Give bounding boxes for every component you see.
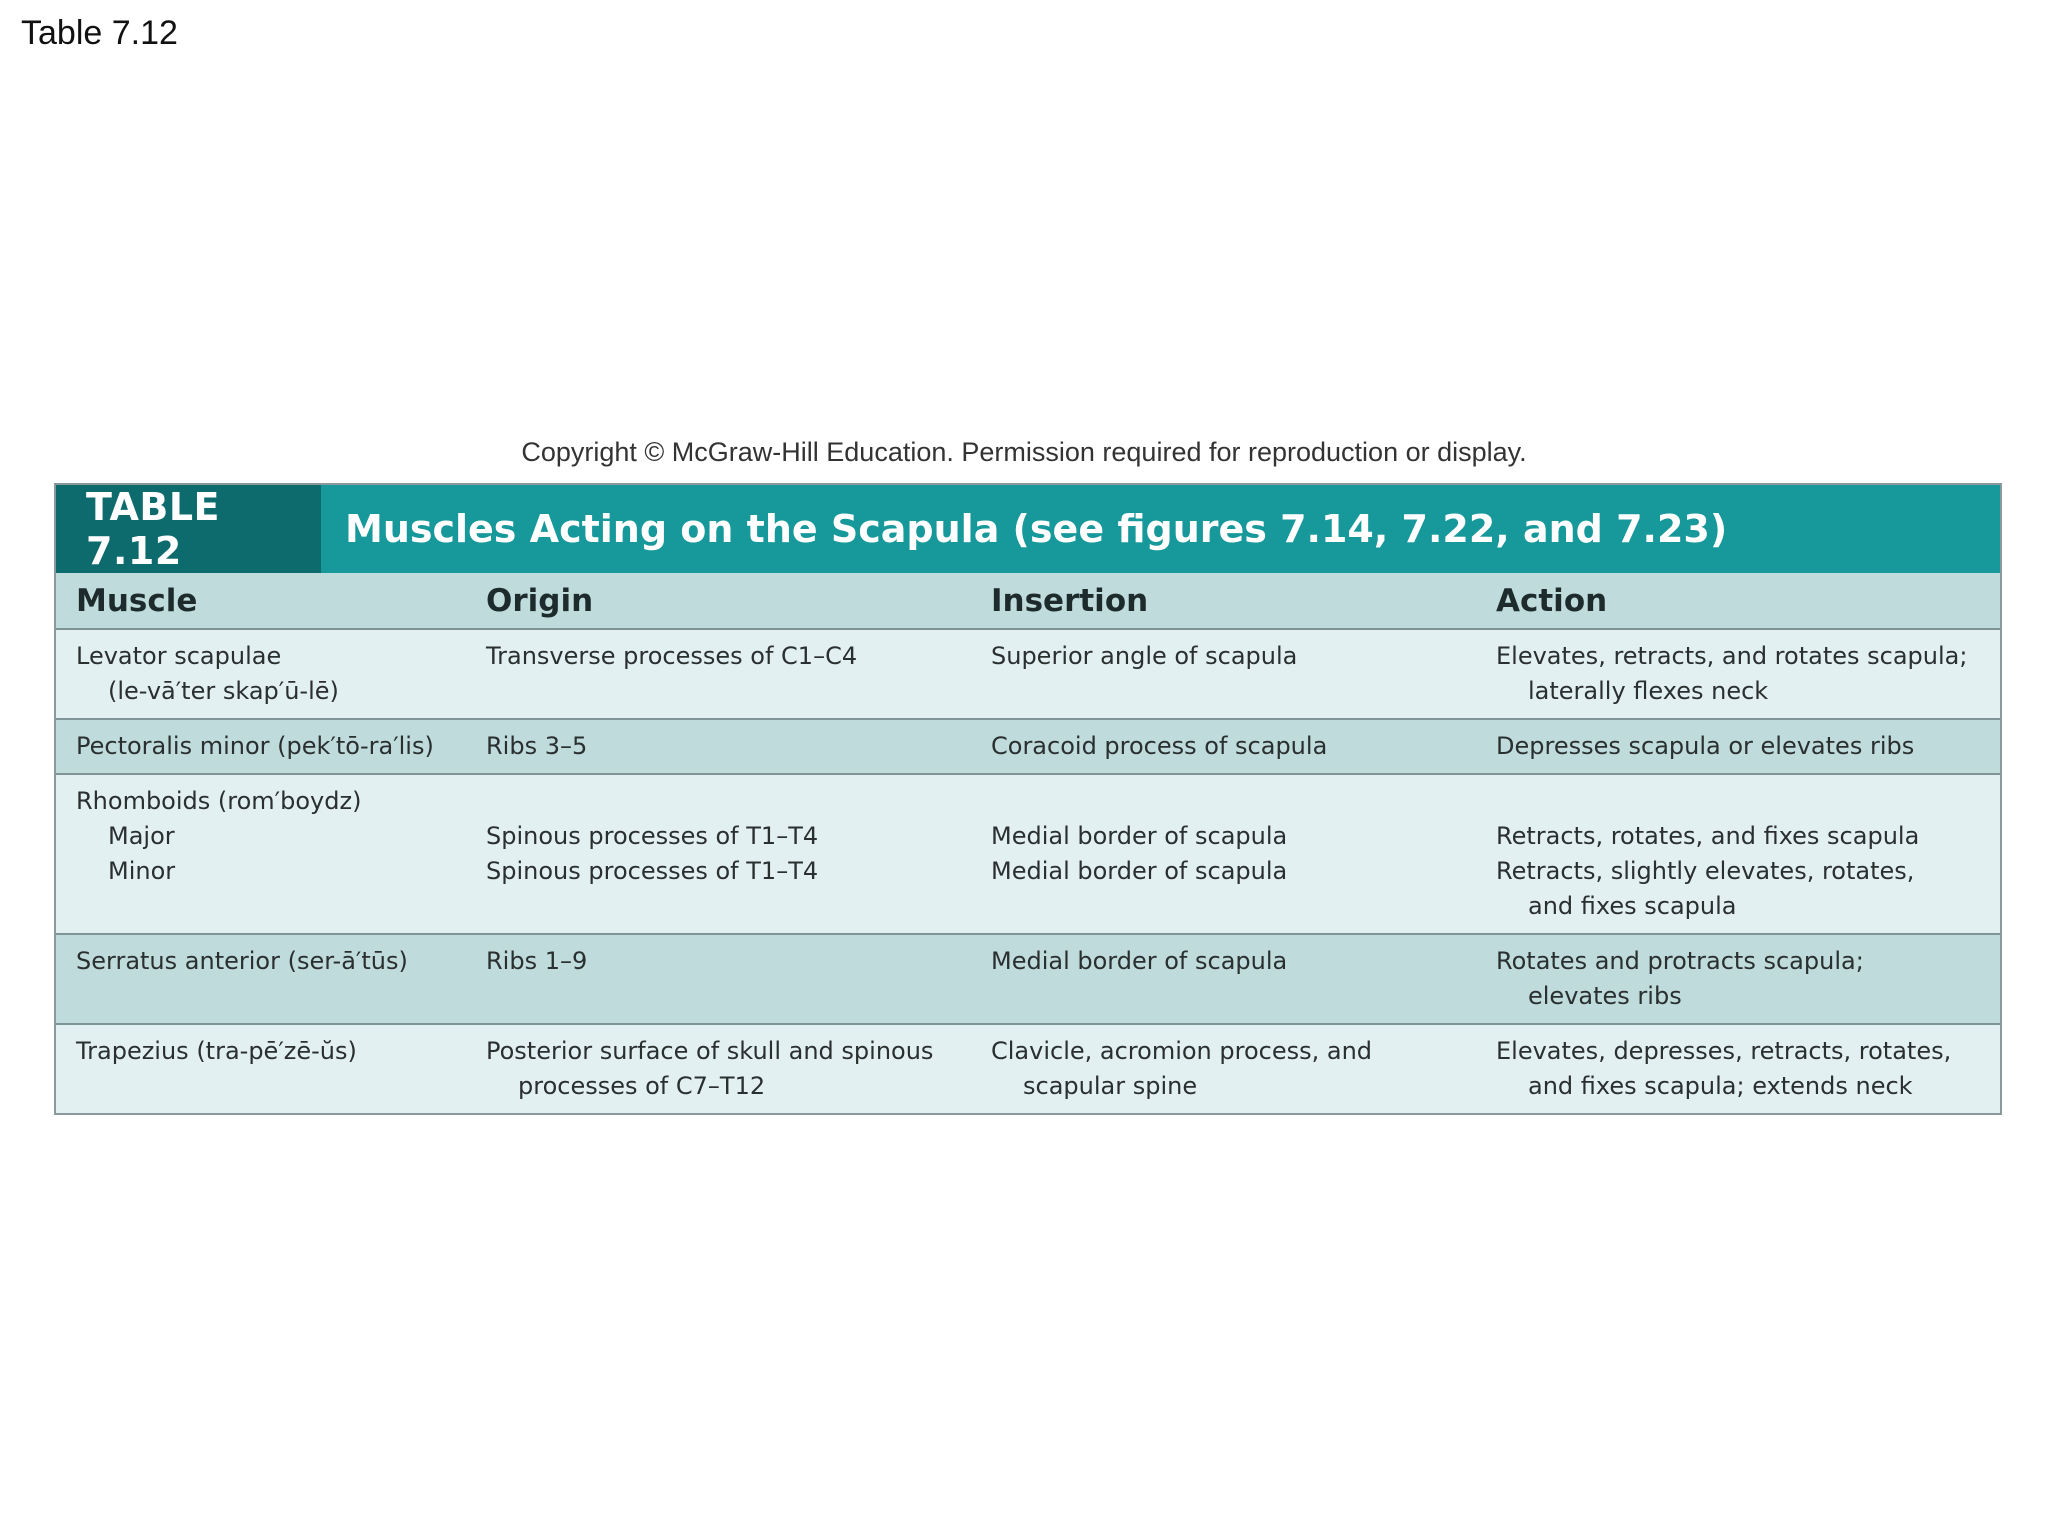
cell-muscle [56,729,486,764]
header-action: Action [1496,582,1608,619]
insertion-text: Clavicle, acromion process, and [991,1037,1373,1065]
muscle-name: Serratus anterior (ser-ā′tūs) [76,947,408,975]
origin-text: Ribs 3–5 [486,732,588,760]
cell-insertion [991,729,1496,764]
table-title-bar [56,485,2000,573]
cell-origin [486,1034,991,1104]
origin-text: Ribs 1–9 [486,947,588,975]
cell-action [1496,1034,2000,1104]
table-number: TABLE 7.12 [56,485,321,573]
copyright-notice: Copyright © McGraw-Hill Education. Permission required for reproduction or display. [521,437,1527,467]
cell-action [1496,944,2000,1014]
cell-action [1496,729,2000,764]
origin-text: Transverse processes of C1–C4 [486,642,858,670]
action-text: Depresses scapula or elevates ribs [1496,732,1915,760]
action-text-minor: Retracts, slightly elevates, rotates, [1496,857,1915,885]
muscle-table [54,483,2002,1115]
muscle-subtype-major: Major [108,822,175,850]
insertion-text: Medial border of scapula [991,947,1288,975]
table-header-row [56,573,2000,630]
cell-muscle [56,1034,486,1104]
muscle-subtype-minor: Minor [108,857,176,885]
action-text-continued: elevates ribs [1528,982,1682,1010]
muscle-name: Levator scapulae [76,642,282,670]
cell-origin [486,944,991,1014]
table-row [56,775,2000,935]
action-text-continued: laterally flexes neck [1528,677,1769,705]
cell-muscle [56,639,486,709]
muscle-name: Pectoralis minor (pek′tō-ra′lis) [76,732,434,760]
cell-insertion [991,944,1496,1014]
muscle-name: Rhomboids (rom′boydz) [76,787,362,815]
cell-action [1496,784,2000,924]
table-row [56,720,2000,775]
table-row [56,935,2000,1025]
header-insertion: Insertion [991,582,1149,619]
insertion-text: Coracoid process of scapula [991,732,1328,760]
table-caption: Muscles Acting on the Scapula (see figures 7.14, 7.22, and 7.23) [345,507,1728,551]
action-text-major: Retracts, rotates, and fixes scapula [1496,822,1920,850]
header-muscle: Muscle [76,582,198,619]
table-row [56,1025,2000,1113]
table-row [56,630,2000,720]
cell-origin [486,729,991,764]
insertion-text-continued: scapular spine [1023,1072,1198,1100]
cell-action [1496,639,2000,709]
muscle-pronunciation: (le-vā′ter skap′ū-lē) [108,677,339,705]
slide-title: Table 7.12 [21,14,178,52]
action-text: Elevates, depresses, retracts, rotates, [1496,1037,1952,1065]
insertion-text: Superior angle of scapula [991,642,1298,670]
insertion-text-minor: Medial border of scapula [991,857,1288,885]
cell-origin [486,639,991,709]
action-text-minor-continued: and fixes scapula [1528,892,1737,920]
origin-text-continued: processes of C7–T12 [518,1072,766,1100]
action-text: Elevates, retracts, and rotates scapula; [1496,642,1968,670]
origin-text-major: Spinous processes of T1–T4 [486,822,819,850]
muscle-name: Trapezius (tra-pē′zē-ŭs) [76,1037,357,1065]
cell-muscle [56,784,486,924]
cell-origin [486,784,991,924]
cell-muscle [56,944,486,1014]
origin-text-minor: Spinous processes of T1–T4 [486,857,819,885]
origin-text: Posterior surface of skull and spinous [486,1037,934,1065]
action-text-continued: and fixes scapula; extends neck [1528,1072,1913,1100]
cell-insertion [991,784,1496,924]
action-text: Rotates and protracts scapula; [1496,947,1864,975]
cell-insertion [991,1034,1496,1104]
header-origin: Origin [486,582,594,619]
cell-insertion [991,639,1496,709]
insertion-text-major: Medial border of scapula [991,822,1288,850]
